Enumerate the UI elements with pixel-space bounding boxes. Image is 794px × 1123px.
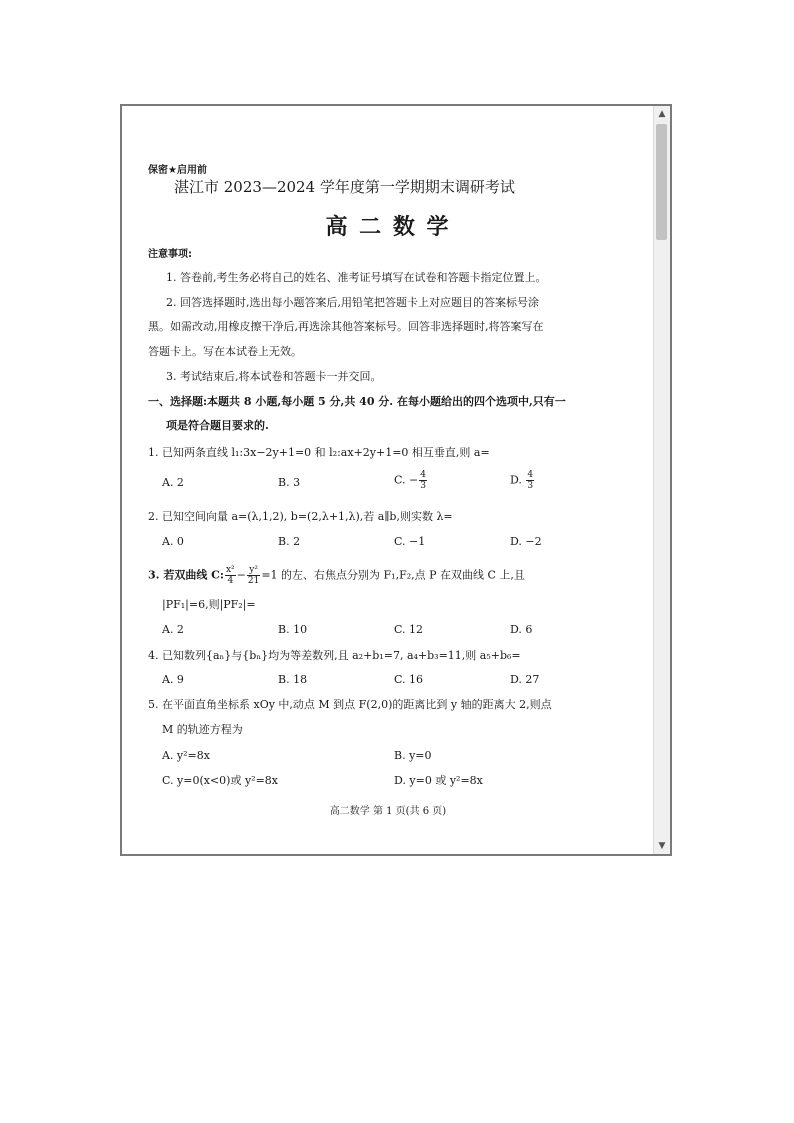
note-item: 3. 考试结束后,将本试卷和答题卡一并交回。 [166,370,382,383]
q1-option-c: C. − $\frac{4}{3}$ [394,470,426,491]
question-5-stem: 5. 在平面直角坐标系 xOy 中,动点 M 到点 F(2,0)的距离比到 y 轴的距离大 2,则点 [148,698,552,711]
note-item: 答题卡上。写在本试卷上无效。 [148,345,302,358]
q1-option-b: B. 3 [278,476,301,489]
question-5-stem-cont: M 的轨迹方程为 [162,723,243,736]
q5-option-c: C. y=0(x<0)或 y²=8x [162,774,278,787]
q2-option-b: B. 2 [278,535,301,548]
notes-heading: 注意事项: [148,249,192,260]
q2-option-d: D. −2 [510,535,542,548]
q3-option-d: D. 6 [510,623,533,636]
q5-option-a: A. y²=8x [162,749,210,762]
question-3-stem: 3. 若双曲线 C: $\frac{\text{x²}}{4}$ − $\frac{\text{y²}}{21}$ =1 的左、右焦点分别为 F₁,F₂,点 P 在双曲线 C 上,且 [148,565,525,586]
section-heading-cont: 项是符合题目要求的. [166,419,269,432]
subject-title: 高 二 数 学 [325,215,451,240]
q5-option-d: D. y=0 或 y²=8x [394,774,483,787]
note-item: 黑。如需改动,用橡皮擦干净后,再选涂其他答案标号。回答非选择题时,将答案写在 [148,320,544,333]
scroll-down-arrow-icon[interactable]: ▼ [658,841,666,851]
note-item: 1. 答卷前,考生务必将自己的姓名、准考证号填写在试卷和答题卡指定位置上。 [166,271,547,284]
question-3-stem-cont: |PF₁|=6,则|PF₂|= [162,598,256,611]
section-heading: 一、选择题:本题共 8 小题,每小题 5 分,共 40 分. 在每小题给出的四个选项中,只有一 [148,395,566,408]
q4-option-d: D. 27 [510,673,540,686]
scroll-up-arrow-icon[interactable]: ▲ [658,109,666,119]
q2-option-a: A. 0 [162,535,184,548]
q1-option-d: D. $\frac{4}{3}$ [510,470,534,491]
q5-option-b: B. y=0 [394,749,432,762]
question-1-stem: 1. 已知两条直线 l₁:3x−2y+1=0 和 l₂:ax+2y+1=0 相互垂直,则 a= [148,446,490,459]
q1-option-a: A. 2 [162,476,184,489]
document-viewer [120,104,672,856]
q4-option-a: A. 9 [162,673,184,686]
q4-option-b: B. 18 [278,673,308,686]
question-4-stem: 4. 已知数列{aₙ}与{bₙ}均为等差数列,且 a₂+b₁=7, a₄+b₃=11,则 a₅+b₆= [148,649,521,662]
confidential-mark: 保密★启用前 [148,165,207,176]
q2-option-c: C. −1 [394,535,426,548]
question-2-stem: 2. 已知空间向量 a=(λ,1,2), b=(2,λ+1,λ),若 a∥b,则实数 λ= [148,510,453,523]
q4-option-c: C. 16 [394,673,424,686]
exam-page [122,106,654,854]
q3-option-c: C. 12 [394,623,424,636]
vertical-scrollbar[interactable] [653,106,670,854]
q3-option-a: A. 2 [162,623,184,636]
exam-title: 湛江市 2023—2024 学年度第一学期期末调研考试 [174,178,515,196]
q3-option-b: B. 10 [278,623,308,636]
page-footer: 高二数学 第 1 页(共 6 页) [329,806,447,817]
note-item: 2. 回答选择题时,选出每小题答案后,用铅笔把答题卡上对应题目的答案标号涂 [166,296,539,309]
scrollbar-thumb[interactable] [656,124,667,240]
